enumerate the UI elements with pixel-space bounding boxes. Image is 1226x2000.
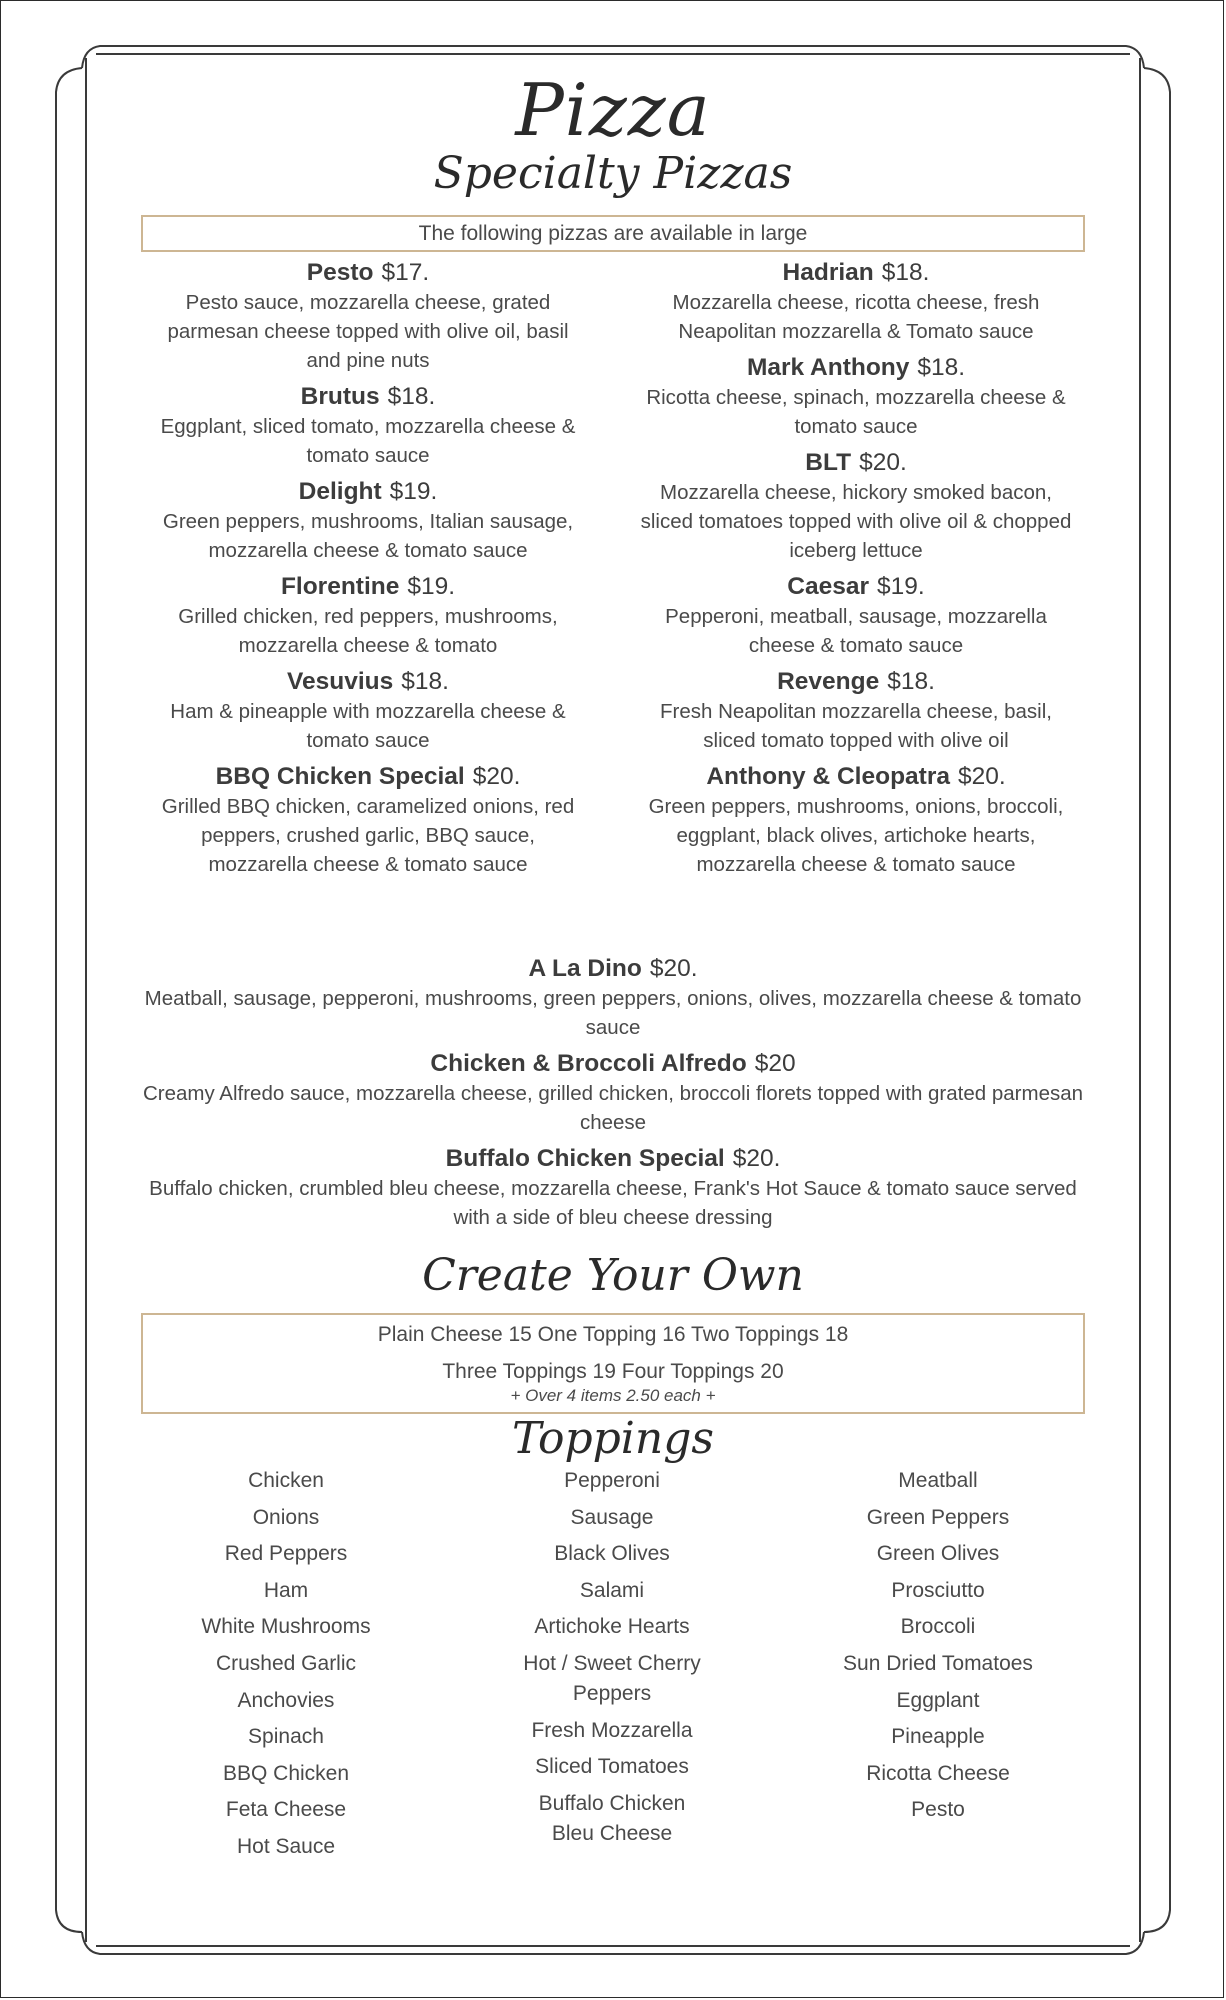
menu-item-heading xyxy=(140,1144,1086,1174)
menu-item-price: $19. xyxy=(407,573,456,600)
topping-item: Hot / Sweet Cherry Peppers xyxy=(523,1651,701,1705)
menu-item xyxy=(140,1049,1086,1137)
topping-item: White Mushrooms xyxy=(201,1615,371,1639)
menu-item-price: $20. xyxy=(472,763,521,790)
availability-note: The following pizzas are available in large xyxy=(141,215,1085,252)
menu-item xyxy=(150,572,586,660)
menu-item-name: Brutus xyxy=(300,383,380,410)
menu-item-name: Chicken & Broccoli Alfredo xyxy=(430,1050,747,1077)
topping-item: Broccoli xyxy=(900,1615,976,1639)
menu-item xyxy=(636,258,1076,346)
menu-item-description: Eggplant, sliced tomato, mozzarella cheese & tomato sauce xyxy=(160,415,576,467)
menu-item-name: Anthony & Cleopatra xyxy=(706,763,950,790)
specialty-full-width xyxy=(140,954,1086,1239)
menu-item-price: $20. xyxy=(957,763,1006,790)
menu-item-description: Mozzarella cheese, hickory smoked bacon, sliced tomatoes topped with olive oil & chopped iceberg lettuce xyxy=(640,481,1072,562)
topping-item: Sliced Tomatoes xyxy=(535,1755,689,1779)
menu-item-description: Meatball, sausage, pepperoni, mushrooms, green peppers, onions, olives, mozzarella cheese & tomato sauce xyxy=(144,987,1082,1039)
menu-item-heading xyxy=(636,448,1076,478)
topping-item: Green Peppers xyxy=(866,1505,1010,1529)
section-title-toppings: Toppings xyxy=(512,1413,714,1464)
topping-item: Black Olives xyxy=(554,1542,670,1566)
topping-item: Ham xyxy=(263,1578,309,1602)
menu-item-heading xyxy=(150,667,586,697)
menu-item-heading xyxy=(636,258,1076,288)
menu-item-price: $20. xyxy=(859,449,907,476)
menu-item-price: $18. xyxy=(917,354,966,381)
menu-item-description: Grilled BBQ chicken, caramelized onions, red peppers, crushed garlic, BBQ sauce, mozzarella cheese & tomato sauce xyxy=(161,795,575,876)
topping-item: Chicken xyxy=(248,1469,324,1492)
topping-item: Meatball xyxy=(898,1469,978,1492)
menu-item-name: Caesar xyxy=(787,573,870,600)
section-title-specialty: Specialty Pizzas xyxy=(433,148,793,199)
menu-item-price: $18. xyxy=(387,383,436,410)
topping-item: Pepperoni xyxy=(564,1469,660,1492)
extra-topping-note: + Over 4 items 2.50 each + xyxy=(510,1386,716,1405)
topping-item: Pesto xyxy=(911,1798,965,1822)
menu-item xyxy=(150,258,586,375)
menu-item-price: $19. xyxy=(877,573,925,600)
menu-item-heading xyxy=(150,258,586,288)
topping-item: Ricotta Cheese xyxy=(866,1761,1010,1785)
menu-item xyxy=(150,382,586,470)
menu-item-price: $20. xyxy=(649,955,698,982)
menu-item xyxy=(150,477,586,565)
topping-item: Crushed Garlic xyxy=(215,1651,357,1675)
menu-item-name: Vesuvius xyxy=(287,668,394,695)
menu-item-name: BLT xyxy=(805,449,852,476)
section-title-create-your-own: Create Your Own xyxy=(422,1250,804,1301)
menu-item-name: Buffalo Chicken Special xyxy=(445,1145,725,1172)
toppings-column-1 xyxy=(126,1466,446,1869)
topping-item: BBQ Chicken xyxy=(222,1761,350,1785)
menu-item-heading xyxy=(150,382,586,412)
menu-item-description: Ricotta cheese, spinach, mozzarella cheese & tomato sauce xyxy=(646,386,1066,438)
menu-item xyxy=(636,667,1076,755)
toppings-column-2 xyxy=(452,1466,772,1855)
pricing-line: Three Toppings 19 Four Toppings 20 xyxy=(442,1360,784,1383)
menu-item xyxy=(636,572,1076,660)
menu-item-name: Revenge xyxy=(777,668,880,695)
menu-item-price: $18. xyxy=(881,259,930,286)
menu-item-heading xyxy=(636,762,1076,792)
topping-item: Artichoke Hearts xyxy=(534,1615,690,1639)
menu-item-heading xyxy=(150,762,586,792)
topping-item: Onions xyxy=(252,1505,320,1529)
menu-item-description: Green peppers, mushrooms, Italian sausage, mozzarella cheese & tomato sauce xyxy=(162,510,574,562)
pricing-line: Plain Cheese 15 One Topping 16 Two Toppings 18 xyxy=(377,1323,849,1346)
menu-item xyxy=(636,448,1076,565)
topping-item: Salami xyxy=(579,1578,645,1602)
menu-item-heading xyxy=(140,1049,1086,1079)
topping-item: Fresh Mozzarella xyxy=(531,1718,693,1742)
menu-item-description: Grilled chicken, red peppers, mushrooms, mozzarella cheese & tomato xyxy=(178,605,558,657)
menu-item xyxy=(636,353,1076,441)
topping-item: Red Peppers xyxy=(224,1542,348,1566)
menu-item-price: $17. xyxy=(381,259,430,286)
menu-item-price: $18. xyxy=(887,668,935,695)
topping-item: Sun Dried Tomatoes xyxy=(843,1651,1033,1675)
menu-item-name: Pesto xyxy=(306,259,374,286)
topping-item: Feta Cheese xyxy=(225,1798,347,1822)
topping-item: Hot Sauce xyxy=(236,1834,336,1858)
menu-item-name: A La Dino xyxy=(528,955,642,982)
toppings-column-3 xyxy=(778,1466,1098,1832)
menu-item-heading xyxy=(636,572,1076,602)
menu-item-price: $19. xyxy=(389,478,438,505)
menu-item xyxy=(150,667,586,755)
topping-item: Eggplant xyxy=(896,1688,980,1712)
menu-item xyxy=(140,1144,1086,1232)
menu-item-heading xyxy=(140,954,1086,984)
menu-item xyxy=(150,762,586,879)
menu-item-price: $18. xyxy=(401,668,449,695)
menu-item-description: Creamy Alfredo sauce, mozzarella cheese, grilled chicken, broccoli florets topped with grated parmesan cheese xyxy=(142,1082,1084,1134)
menu-item-description: Ham & pineapple with mozzarella cheese & tomato sauce xyxy=(170,700,566,752)
menu-item-description: Pesto sauce, mozzarella cheese, grated parmesan cheese topped with olive oil, basil and pine nuts xyxy=(167,291,569,372)
menu-item-description: Fresh Neapolitan mozzarella cheese, basil, sliced tomato topped with olive oil xyxy=(660,700,1052,752)
menu-item-name: BBQ Chicken Special xyxy=(215,763,465,790)
menu-item-heading xyxy=(636,667,1076,697)
menu-item xyxy=(636,762,1076,879)
menu-item-heading xyxy=(150,572,586,602)
menu-item-name: Delight xyxy=(298,478,382,505)
menu-item-heading xyxy=(636,353,1076,383)
menu-item-description: Green peppers, mushrooms, onions, broccoli, eggplant, black olives, artichoke hearts, mozzarella cheese & tomato sauce xyxy=(648,795,1064,876)
specialty-column-left xyxy=(150,258,586,886)
menu-item-description: Mozzarella cheese, ricotta cheese, fresh Neapolitan mozzarella & Tomato sauce xyxy=(672,291,1040,343)
menu-item-heading xyxy=(150,477,586,507)
menu-item-description: Pepperoni, meatball, sausage, mozzarella cheese & tomato sauce xyxy=(665,605,1047,657)
topping-item: Spinach xyxy=(248,1725,324,1749)
create-your-own-pricing xyxy=(141,1313,1085,1414)
topping-item: Anchovies xyxy=(237,1688,335,1712)
topping-item: Sausage xyxy=(570,1505,654,1529)
menu-item-name: Mark Anthony xyxy=(746,354,910,381)
menu-item-name: Hadrian xyxy=(782,259,874,286)
topping-item: Green Olives xyxy=(876,1542,1000,1566)
menu-item-description: Buffalo chicken, crumbled bleu cheese, mozzarella cheese, Frank's Hot Sauce & tomato sauce served with a side of bleu cheese dressing xyxy=(149,1177,1077,1229)
menu-item-price: $20. xyxy=(732,1145,781,1172)
menu-item xyxy=(140,954,1086,1042)
topping-item: Prosciutto xyxy=(891,1578,985,1602)
menu-title: Pizza xyxy=(515,68,711,152)
topping-item: Buffalo Chicken Bleu Cheese xyxy=(538,1791,686,1845)
specialty-column-right xyxy=(636,258,1076,886)
menu-item-price: $20 xyxy=(754,1050,796,1077)
topping-item: Pineapple xyxy=(891,1725,985,1749)
menu-item-name: Florentine xyxy=(280,573,400,600)
